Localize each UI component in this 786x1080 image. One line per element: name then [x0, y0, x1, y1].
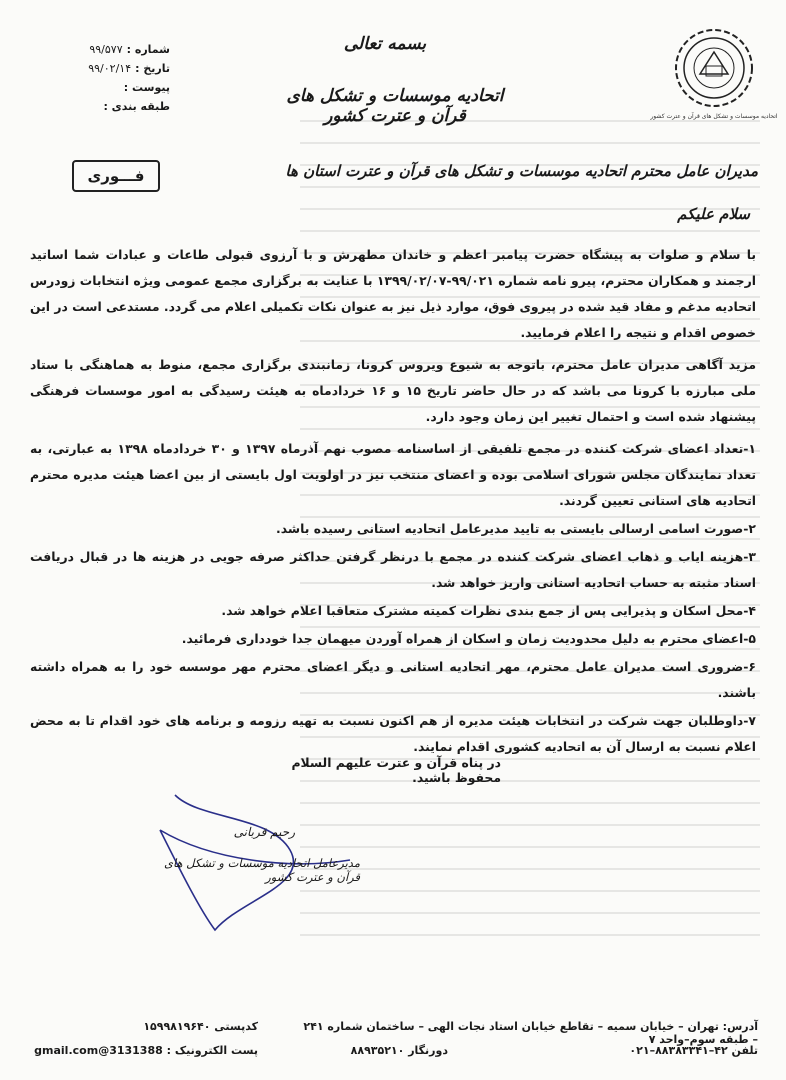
footer-address: آدرس: تهران – خیابان سمیه – تقاطع خیابان استاد نجات الهی – ساختمان شماره ۲۴۱ – طبقه سوم–واحد ۷: [303, 1020, 758, 1046]
meta-classification-label: طبقه بندی :: [103, 100, 170, 113]
list-item: ۱-تعداد اعضای شرکت کننده در مجمع تلفیقی از اساسنامه مصوب نهم آذرماه ۱۳۹۷ و ۳۰ خردادماه ۱۳۹۸ به عبارتی، به تعداد نمایندگان مجلس شورای اسلامی بوده و اعضای منتخب نیز در اولویت اول بایستی از بین اعضا هیئت مدیره محترم اتحادیه های استانی تعیین گردند.: [30, 441, 756, 508]
urgent-stamp: فـــوری: [72, 160, 160, 192]
meta-date: [40, 59, 170, 78]
org-title: اتحادیه موسسات و تشکل های قرآن و عترت کشور: [286, 86, 504, 126]
list-item: ۷-داوطلبان جهت شرکت در انتخابات هیئت مدیره از هم اکنون نسبت به تهیه رزومه و برنامه های خود اقدام تا به محض اعلام نسبت به ارسال آن به اتحادیه کشوری اقدام نمایند.: [30, 713, 756, 754]
list-item: ۲-صورت اسامی ارسالی بایستی به تایید مدیرعامل اتحادیه استانی رسیده باشد.: [276, 521, 756, 536]
list-item: ۴-محل اسکان و پذیرایی پس از جمع بندی نظرات کمیته مشترک متعاقبا اعلام خواهد شد.: [221, 603, 756, 618]
recipient-line: مدیران عامل محترم اتحادیه موسسات و تشکل های قرآن و عترت استان ها: [285, 162, 758, 180]
footer-fax: دورنگار ۸۸۹۳۵۲۱۰: [350, 1044, 448, 1057]
footer-email-value[interactable]: 3131388@gmail.com: [34, 1044, 163, 1057]
meta-number: [40, 40, 170, 59]
meta-number-label: شماره :: [126, 43, 170, 56]
signatory-name: رحیم قربانی: [233, 825, 295, 839]
signatory-title: مدیرعامل اتحادیه موسسات و تشکل های قرآن و عترت کشور: [163, 856, 360, 884]
footer-postal-code: کدپستی ۱۵۹۹۸۱۹۶۴۰: [143, 1020, 258, 1033]
basmala-heading: بسمه تعالی: [343, 34, 427, 54]
list-item: ۳-هزینه ایاب و ذهاب اعضای شرکت کننده در مجمع با درنظر گرفتن حداکثر صرفه جویی در هزینه ها در قبال دریافت اسناد مثبته به حساب اتحادیه استانی واریز خواهد شد.: [30, 549, 756, 590]
organization-logo: [650, 22, 778, 122]
meta-attachment: [40, 78, 170, 97]
list-item: ۶-ضروری است مدیران عامل محترم، مهر اتحادیه استانی و دیگر اعضای محترم مهر موسسه خود را به همراه داشته باشند.: [30, 659, 756, 700]
meta-date-value: ۹۹/۰۲/۱۴: [88, 62, 132, 75]
footer-email-label: پست الکترونیک :: [166, 1044, 258, 1057]
greeting: سلام علیکم: [677, 205, 750, 223]
closing-line: در پناه قرآن و عترت علیهم السلام محفوظ باشید.: [291, 755, 501, 785]
meta-number-value: ۹۹/۵۷۷: [89, 43, 123, 56]
footer-email: [28, 1044, 258, 1057]
meta-classification: [40, 97, 170, 116]
letter-meta: [40, 40, 170, 116]
letter-body: [30, 242, 756, 762]
meta-attachment-label: پیوست :: [123, 81, 170, 94]
body-paragraph-1: با سلام و صلوات به پیشگاه حضرت پیامبر اعظم و خاندان مطهرش و با آرزوی قبولی طاعات و عبادات شما اساتید ارجمند و همکاران محترم، پیرو نامه شماره ۹۹/۰۲۱-۱۳۹۹/۰۲/۰۷ با عنایت به برگزاری مجمع عمومی ویژه انتخابات زودرس اتحادیه مدغم و مفاد قید شده در پیروی فوق، موارد ذیل نیز به عنوان نکات تکمیلی اعلام می گردد. مستدعی است در این خصوص اقدام و نتیجه را اعلام فرمایید.: [30, 247, 756, 340]
list-item: ۵-اعضای محترم به دلیل محدودیت زمان و اسکان از همراه آوردن میهمان جدا خودداری فرمائید.: [181, 631, 756, 646]
footer-phone: تلفن ۴۲–۸۸۳۸۳۳۴۱–۰۲۱: [629, 1044, 758, 1057]
meta-date-label: تاریخ :: [135, 62, 170, 75]
logo-caption: اتحادیه موسسات و تشکل های قرآن و عترت کشور: [650, 113, 778, 120]
body-paragraph-2: مزید آگاهی مدیران عامل محترم، باتوجه به شیوع ویروس کرونا، زمانبندی برگزاری مجمع، منوط به هماهنگی با ستاد ملی مبارزه با کرونا می باشد که در حال حاضر تاریخ ۱۵ و ۱۶ خردادماه به هیئت رسیدگی به امور موسسات فرهنگی پیشنهاد شده است و احتمال تغییر این زمان وجود دارد.: [30, 357, 756, 424]
